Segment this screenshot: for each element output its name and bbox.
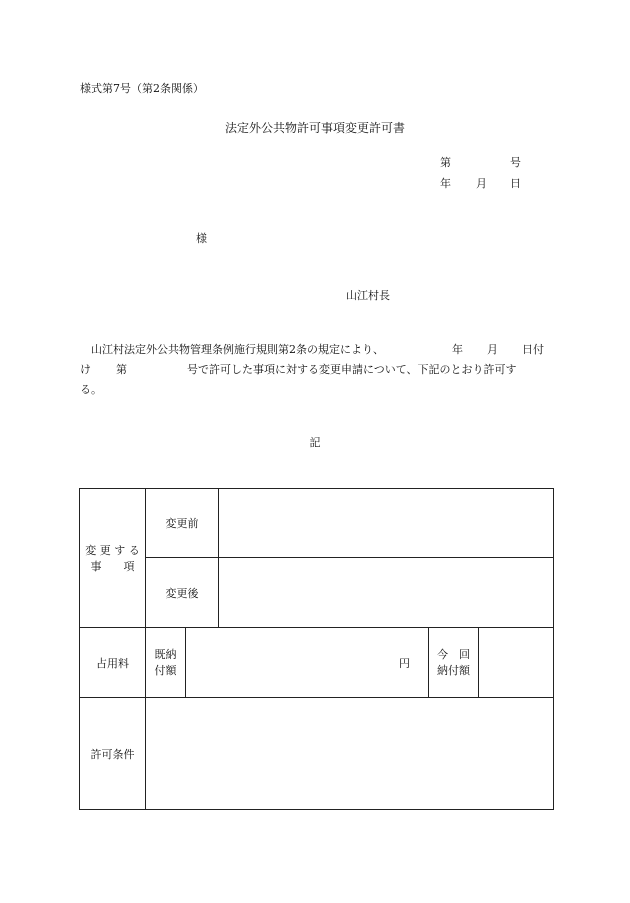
change-items-label xyxy=(80,489,146,628)
body-paragraph xyxy=(80,340,552,400)
form-number: 様式第7号（第2条関係） xyxy=(80,82,204,95)
body-line3: る。 xyxy=(80,383,102,396)
current-label-line1: 今 回 xyxy=(437,647,470,661)
after-value[interactable] xyxy=(219,558,554,628)
body-line2-dai: 第 xyxy=(116,363,127,376)
issuer-name: 山江村長 xyxy=(346,289,390,302)
body-line1-month: 月 xyxy=(487,343,498,356)
current-label-line2: 納付額 xyxy=(437,663,470,677)
before-value[interactable] xyxy=(219,489,554,558)
body-line1-text: 山江村法定外公共物管理条例施行規則第2条の規定により、 xyxy=(80,343,384,356)
paid-amount[interactable] xyxy=(186,628,429,698)
conditions-label: 許可条件 xyxy=(80,698,146,810)
after-label: 変更後 xyxy=(146,558,219,628)
fee-label: 占用料 xyxy=(80,628,146,698)
doc-number-dai: 第 xyxy=(440,156,451,169)
change-items-label-line2: 事 項 xyxy=(90,560,135,573)
before-label: 変更前 xyxy=(146,489,219,558)
paid-label xyxy=(146,628,186,698)
current-payment-label xyxy=(429,628,479,698)
body-line1-year: 年 xyxy=(452,343,463,356)
addressee-honorific: 様 xyxy=(196,232,207,245)
date-day: 日 xyxy=(510,177,521,190)
document-title: 法定外公共物許可事項変更許可書 xyxy=(224,121,405,135)
ki-heading: 記 xyxy=(309,436,321,449)
date-year: 年 xyxy=(440,177,451,190)
change-items-label-line1: 変 更 す る xyxy=(85,544,140,557)
paid-label-line2: 付額 xyxy=(154,663,177,677)
body-line2-ke: け xyxy=(80,363,91,376)
body-line1-day: 日付 xyxy=(522,343,544,356)
current-payment-amount[interactable] xyxy=(479,628,554,698)
doc-number-go: 号 xyxy=(510,156,521,169)
body-line2-rest: 号で許可した事項に対する変更申請について、下記のとおり許可す xyxy=(187,363,517,376)
date-month: 月 xyxy=(476,177,487,190)
conditions-value[interactable] xyxy=(146,698,554,810)
permit-table xyxy=(79,488,554,810)
paid-label-line1: 既納 xyxy=(154,647,177,661)
yen-unit: 円 xyxy=(399,656,410,670)
